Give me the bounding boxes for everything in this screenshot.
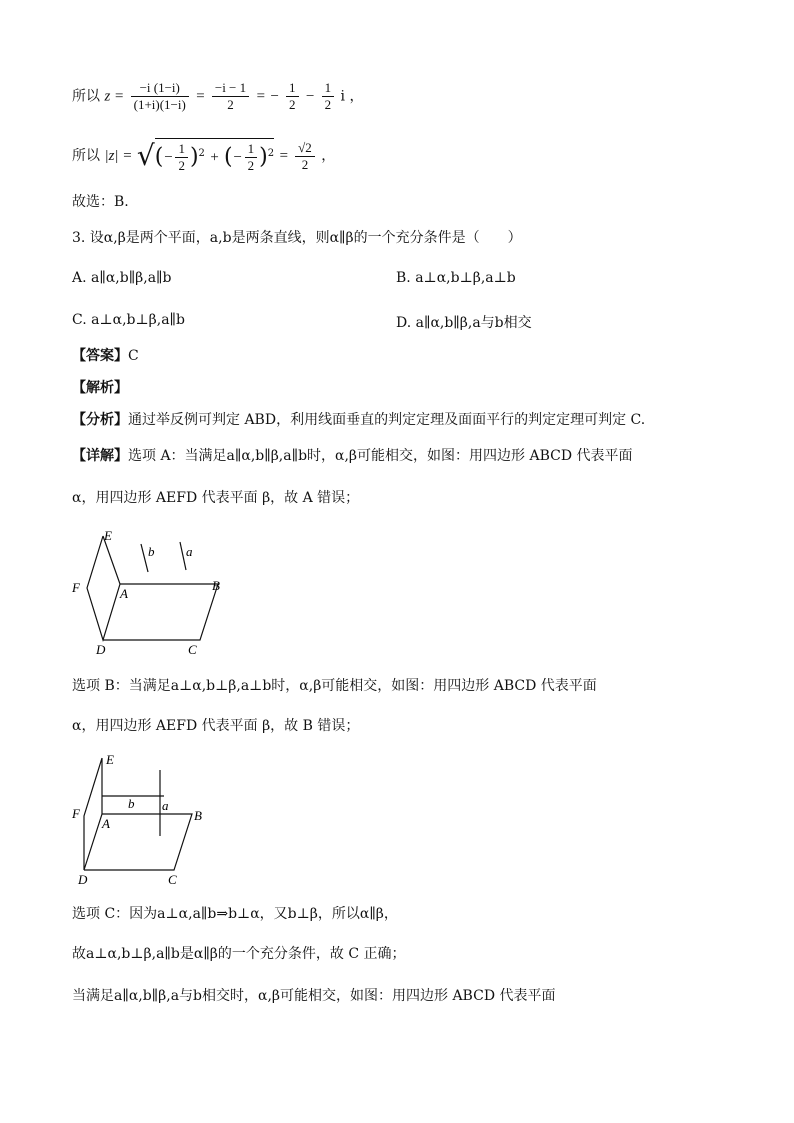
math-minus: − bbox=[163, 149, 174, 166]
frac-num: 1 bbox=[322, 80, 335, 97]
fraction bbox=[295, 140, 315, 173]
math-plus: + bbox=[209, 149, 220, 166]
frac-den: 2 bbox=[289, 97, 296, 112]
label-d: D bbox=[96, 642, 106, 657]
math-eq: = bbox=[278, 148, 289, 164]
frac-den: 2 bbox=[247, 158, 255, 173]
label-line-a: a bbox=[186, 544, 193, 559]
exponent: 2 bbox=[198, 147, 205, 159]
frac-num: 1 bbox=[286, 80, 299, 97]
label-e: E bbox=[106, 752, 114, 767]
choose-b: 故选：B. bbox=[72, 194, 129, 210]
label-d: D bbox=[78, 872, 88, 887]
frac-den: 2 bbox=[227, 97, 234, 112]
fraction bbox=[245, 141, 258, 174]
option-a-conclusion: α，用四边形 AEFD 代表平面 β，故 A 错误； bbox=[72, 490, 360, 506]
analysis-text: 通过举反例可判定 ABD，利用线面垂直的判定定理及面面平行的判定定理可判定 C. bbox=[128, 412, 646, 428]
frac-num: √2 bbox=[295, 140, 315, 157]
formula-abs-z bbox=[72, 138, 335, 174]
option-b-line1: 选项 B：当满足a⊥α,b⊥β,a⊥b时，α,β可能相交，如图：用四边形 ABCD 代表平面 bbox=[72, 678, 597, 694]
answer-line bbox=[72, 346, 139, 366]
formula-z bbox=[72, 80, 363, 113]
jiexi-heading: 【解析】 bbox=[72, 380, 128, 396]
option-c-line1: 选项 C：因为a⊥α,a∥b⇒b⊥α，又b⊥β，所以α∥β， bbox=[72, 906, 398, 922]
math-eq: = − bbox=[255, 88, 280, 105]
label-e: E bbox=[104, 528, 112, 543]
math-minus: − bbox=[305, 88, 316, 105]
frac-den: 2 bbox=[301, 156, 309, 172]
frac-num: 1 bbox=[245, 141, 258, 158]
sqrt-body: (− $\frac{1}{2}$ )$^2$ + (− $\frac{1}{2}$ )$^2$ bbox=[155, 138, 274, 174]
option-d-line1: 当满足a∥α,b∥β,a与b相交时，α,β可能相交，如图：用四边形 ABCD 代表平面 bbox=[72, 988, 556, 1004]
frac-den: (1+i)(1−i) bbox=[133, 97, 186, 112]
label-a-point: A bbox=[102, 816, 110, 831]
option-b-line2: α，用四边形 AEFD 代表平面 β，故 B 错误； bbox=[72, 718, 360, 734]
text-prefix: 所以 bbox=[72, 148, 100, 164]
text-prefix: 所以 bbox=[72, 88, 100, 105]
math-absz: |z| = bbox=[104, 148, 133, 164]
plane-abcd bbox=[84, 814, 192, 870]
frac-num: −i (1−i) bbox=[131, 80, 189, 97]
fraction bbox=[175, 141, 188, 174]
label-line-b: b bbox=[128, 796, 135, 811]
math-z: z = bbox=[104, 88, 125, 105]
fraction bbox=[286, 80, 299, 113]
detail-tag: 【详解】 bbox=[72, 448, 128, 464]
question-3-stem: 3. 设α,β是两个平面，a,b是两条直线，则α∥β的一个充分条件是（ ） bbox=[72, 230, 522, 246]
line-b bbox=[141, 544, 148, 572]
label-c: C bbox=[168, 872, 177, 887]
answer-value: C bbox=[128, 348, 139, 364]
label-c: C bbox=[188, 642, 197, 657]
frac-num: 1 bbox=[175, 141, 188, 158]
answer-tag: 【答案】 bbox=[72, 348, 128, 364]
option-c: C. a⊥α,b⊥β,a∥b bbox=[72, 312, 185, 328]
frac-den: 2 bbox=[178, 158, 185, 173]
label-b-point: B bbox=[194, 808, 202, 823]
frac-num: −i − 1 bbox=[212, 80, 249, 97]
frac-den: 2 bbox=[324, 97, 332, 112]
fraction bbox=[131, 80, 189, 113]
detail-line bbox=[72, 446, 633, 466]
text-tail: i ， bbox=[340, 88, 364, 105]
label-a-point: A bbox=[120, 586, 128, 601]
fraction bbox=[212, 80, 249, 113]
option-b: B. a⊥α,b⊥β,a⊥b bbox=[396, 270, 516, 286]
option-c-line2: 故a⊥α,b⊥β,a∥b是α∥β的一个充分条件，故 C 正确； bbox=[72, 946, 406, 962]
label-line-b: b bbox=[148, 544, 155, 559]
math-eq: = bbox=[195, 88, 206, 105]
text-tail: ， bbox=[321, 148, 336, 164]
label-line-a: a bbox=[162, 798, 169, 813]
plane-aefd bbox=[87, 536, 120, 640]
label-b-point: B bbox=[212, 578, 220, 593]
plane-aefd bbox=[84, 758, 102, 870]
exponent: 2 bbox=[267, 147, 275, 159]
sqrt-sign: √ bbox=[136, 139, 155, 172]
option-a: A. a∥α,b∥β,a∥b bbox=[72, 270, 172, 286]
option-d: D. a∥α,b∥β,a与b相交 bbox=[396, 315, 532, 331]
fraction bbox=[322, 80, 335, 113]
label-f: F bbox=[72, 806, 80, 821]
analysis-line bbox=[72, 410, 645, 430]
sqrt-expression bbox=[137, 138, 274, 174]
math-minus: − bbox=[232, 149, 243, 166]
figure-option-a bbox=[66, 522, 236, 662]
label-f: F bbox=[72, 580, 80, 595]
detail-text: 选项 A：当满足a∥α,b∥β,a∥b时，α,β可能相交，如图：用四边形 ABCD 代表平面 bbox=[128, 448, 633, 464]
figure-option-b bbox=[66, 750, 236, 890]
analysis-tag: 【分析】 bbox=[72, 412, 128, 428]
